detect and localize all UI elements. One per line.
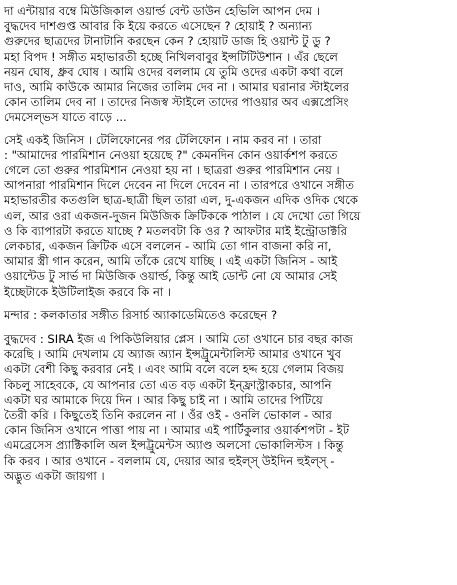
text-line: নয়ন ঘোষ, ধ্রুব ঘোষ । আমি ওদের বললাম যে তুমি ওদের একটা কথা বলে (4, 64, 344, 79)
paragraph-spacer (4, 126, 449, 133)
text-line: একটা ঘর আমাকে দিয়ে দিন । আর কিছু চাই না । আমি তাদের পিটিয়ে (4, 392, 323, 407)
text-line: : "আমাদের পারমিশান নেওয়া হয়েছে ?" কেমনদিন কোন ওয়ার্কশপ করতে (4, 147, 338, 162)
paragraph-question-mandar (4, 308, 449, 323)
text-line: লেকচার, একজন ক্রিটিক এসে বললেন - আমি তো গান বাজনা করি না, (4, 239, 332, 254)
text-line: গুরুদের ছাত্রদের টানাটানি করছেন কেন ? হোয়াট ডাজ হি ওয়ান্ট টু ডু ? (4, 34, 331, 49)
text-line: ইচ্ছেটাকে ইউটিলাইজ করবে কি না । (4, 284, 172, 299)
text-line: দা এন্টায়ার বম্বে মিউজিকাল ওয়ার্ল্ড বেন্ট ডাউন হেভিলি আপন দেম । (4, 4, 320, 18)
text-line: ও কি ব্যাপারটা করতে যাচ্ছে ? মতলবটা কি ওর ? আফটার মাই ইন্ট্রোডাক্টরি (4, 223, 347, 238)
text-line: সেই একই জিনিস । টেলিফোনের পর টেলিফোন । নাম করব না । তারা (4, 132, 322, 147)
text-line: অদ্ভুত একটা জায়গা । (4, 468, 105, 483)
text-line: বুদ্ধদেব : SIRA ইজ এ পিকিউলিয়ার প্লেস । আমি তো ওখানে চার বছর কাজ (4, 332, 353, 347)
text-line: বুদ্ধদেব দাশগুপ্ত আবার কি ইয়ে করতে এসেছেন ? হোয়াই ? অন্যান্য (4, 19, 313, 34)
text-line: মহাভারতীর কতগুলি ছাত্র-ছাত্রী ছিল তারা এল, দু-একজন এদিক ওদিক থেকে (4, 193, 358, 208)
text-line: করেছি । আমি দেখলাম যে অ্যাজ অ্যান ইন্সট্রুমেন্টালিস্ট আমার ওখানে খুব (4, 347, 342, 362)
text-line: কিচলু সাহেবকে, যে আপনার তো এত বড় একটা ইন্ফ্রাস্ট্রাকচার, আপনি (4, 377, 332, 392)
paragraph-spacer (4, 323, 449, 332)
text-line: কি করব । আর ওখানে - বললাম যে, দেয়ার আর হুইল্স্ উইদিন হুইল্স্ - (4, 453, 335, 468)
text-line: মহা বিপদ ! সঙ্গীত মহাভারতী হচ্ছে নিখিলবাবুর ইন্সটিটিউশান । এঁর ছেলে (4, 49, 338, 64)
text-line: ওয়ান্টেড টু সার্ভ দা মিউজিক ওয়ার্ল্ড, কিন্তু আই ডোন্ট নো যে আমার সেই (4, 269, 337, 284)
text-line: কোন জিনিস ওখানে পাত্তা পায় না । আমার এই পার্টিকুলার ওয়ার্কশপটা - ইট (4, 423, 350, 438)
text-line: আমার স্ত্রী গান করেন, আমি তাঁকে রেখে যাচ্ছি । এই একটা জিনিস - আই (4, 254, 338, 269)
text-line: তৈরী করি । কিছুতেই তিনি করলেন না । ওঁর ওই - ওনলি ভোকাল - আর (4, 408, 332, 423)
text-line: মন্দার : কলকাতার সঙ্গীত রিসার্চ অ্যাকাডেমিতেও করেছেন ? (4, 307, 278, 322)
text-line: দেমসেল্ভস যাতে বাড়ে ... (4, 110, 127, 125)
text-line: একটা বেশী কিছু করবার নেই । এবং আমি বলে বলে হদ্দ হয়ে গেলাম বিজয় (4, 362, 344, 377)
text-line: এল, আর ওরা একজন-দুজন মিউজিক ক্রিটিককে পাঠাল । যে দেখো তো গিয়ে (4, 208, 361, 223)
paragraph-answer-sira (4, 332, 449, 484)
text-line: এমব্রেসেস প্র্যাক্টিকালি অল ইন্সট্রুমেন্টস অ্যাণ্ড অলসো ভোকালিস্টস । কিন্তু (4, 438, 344, 453)
paragraph-bombay-music-world (4, 4, 449, 126)
paragraph-telephone-permission (4, 133, 449, 300)
text-line: গেলে তো গুরুর পারমিশান নেওয়া হয় না । ছাত্ররা গুরুর পারমিশান নেয় । (4, 163, 340, 178)
text-line: কোন তালিম দেব না । তাদের নিজস্ব স্টাইলে তাদের পাওয়ার অব এক্সপ্রেসিং (4, 95, 349, 110)
paragraph-spacer (4, 300, 449, 308)
text-line: আপনারা পারমিশান দিলে দেবেন না দিলে দেবেন না । তারপরে ওখানে সঙ্গীত (4, 178, 355, 193)
text-line: দাও, আমি কাউকে আমার নিজের তালিম দেব না । আমার ঘরানার স্টাইলের (4, 80, 350, 95)
